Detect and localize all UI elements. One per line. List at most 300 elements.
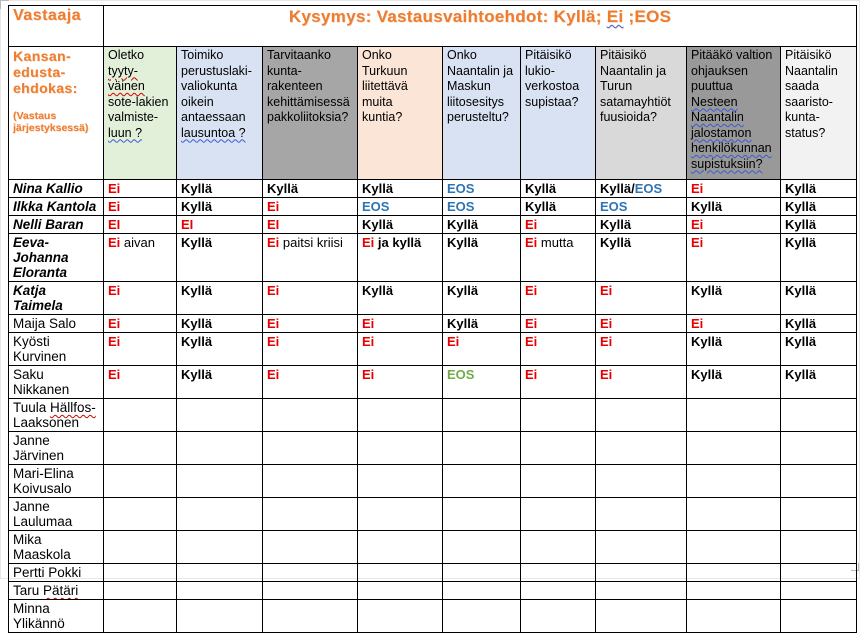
answer-cell[interactable] <box>177 582 263 600</box>
answer-cell[interactable] <box>104 432 177 465</box>
question-header-cell[interactable] <box>104 47 177 180</box>
text-segment: Kyllä <box>181 199 213 214</box>
answer-cell[interactable] <box>443 282 521 315</box>
text-segment: Kyllä <box>785 283 817 298</box>
text-segment: Eeva-Johanna <box>13 235 69 265</box>
answer-cell[interactable] <box>443 198 521 216</box>
candidate-name-cell[interactable] <box>9 498 104 531</box>
answer-cell[interactable] <box>443 399 521 432</box>
text-segment: väinen <box>108 79 145 93</box>
text-segment: Ei <box>691 316 704 331</box>
text-segment: Ei <box>267 316 280 331</box>
text-segment: status? <box>785 125 826 140</box>
answer-cell[interactable] <box>263 432 358 465</box>
answer-cell[interactable] <box>443 498 521 531</box>
answer-cell[interactable] <box>358 432 443 465</box>
text-segment: Kyllä <box>691 199 723 214</box>
answer-cell[interactable] <box>177 600 263 633</box>
answer-cell[interactable] <box>781 198 857 216</box>
answer-cell[interactable] <box>263 498 358 531</box>
text-segment: sote-lakien <box>108 94 169 109</box>
answer-cell[interactable] <box>596 600 687 633</box>
answer-cell[interactable] <box>443 465 521 498</box>
text-segment: Kyllä <box>785 217 817 232</box>
answer-cell[interactable] <box>781 465 857 498</box>
answer-cell[interactable] <box>263 234 358 282</box>
table-row <box>9 282 857 315</box>
answer-cell[interactable] <box>781 600 857 633</box>
answer-cell[interactable] <box>358 600 443 633</box>
table-row <box>9 315 857 333</box>
answer-cell[interactable] <box>177 366 263 399</box>
answer-cell[interactable] <box>781 234 857 282</box>
text-segment: oikein <box>181 94 214 109</box>
answer-cell[interactable] <box>358 216 443 234</box>
answer-cell[interactable] <box>358 366 443 399</box>
candidate-name-cell[interactable] <box>9 399 104 432</box>
answer-cell[interactable] <box>521 234 596 282</box>
answer-cell[interactable] <box>358 315 443 333</box>
candidate-name-cell[interactable] <box>9 180 104 198</box>
text-segment: muita <box>362 94 393 109</box>
answer-cell[interactable] <box>521 399 596 432</box>
answer-cell[interactable] <box>104 198 177 216</box>
text-segment: Kyllä <box>362 283 394 298</box>
candidate-name-cell[interactable] <box>9 432 104 465</box>
candidate-name-cell[interactable] <box>9 600 104 633</box>
candidate-name-cell[interactable] <box>9 582 104 600</box>
text-segment: supistaa? <box>525 94 579 109</box>
text-segment: Kyllä <box>785 199 817 214</box>
text-segment: Minna <box>13 601 50 616</box>
text-segment: saaristo- <box>785 94 833 109</box>
text-segment: Kysymys: Vastausvaihtoehdot: Kyllä; <box>288 7 607 26</box>
text-segment: Onko <box>447 48 477 62</box>
text-segment: Ei <box>267 334 280 349</box>
text-segment: Kyllä <box>600 235 632 250</box>
question-header-cell[interactable] <box>687 47 781 180</box>
candidate-name-cell[interactable] <box>9 216 104 234</box>
text-segment: ;EOS <box>623 7 672 26</box>
text-segment: Ei <box>267 199 280 214</box>
answer-cell[interactable] <box>596 216 687 234</box>
question-title <box>289 7 671 26</box>
answer-cell[interactable] <box>263 198 358 216</box>
text-segment: Ei <box>108 199 121 214</box>
answer-cell[interactable] <box>596 432 687 465</box>
text-segment: EOS <box>362 199 390 214</box>
answer-cell[interactable] <box>358 531 443 564</box>
answer-cell[interactable] <box>687 366 781 399</box>
answer-cell[interactable] <box>177 180 263 198</box>
text-segment: Ei <box>108 283 121 298</box>
answer-cell[interactable] <box>358 282 443 315</box>
text-segment: verkostoa <box>525 79 580 93</box>
answer-cell[interactable] <box>104 399 177 432</box>
answer-cell[interactable] <box>521 333 596 366</box>
answer-cell[interactable] <box>263 282 358 315</box>
text-segment: Janne <box>13 499 50 514</box>
answer-cell[interactable] <box>358 180 443 198</box>
answer-cell[interactable] <box>177 498 263 531</box>
text-segment: Ei <box>691 217 704 232</box>
answer-cell[interactable] <box>263 600 358 633</box>
text-segment: Ei <box>600 316 613 331</box>
text-segment: EOS <box>634 181 663 196</box>
answer-cell[interactable] <box>687 282 781 315</box>
answer-cell[interactable] <box>443 600 521 633</box>
text-segment: Kyllä <box>362 181 394 196</box>
answer-cell[interactable] <box>596 315 687 333</box>
answer-cell[interactable] <box>596 180 687 198</box>
text-segment: Taru <box>13 583 44 598</box>
answer-cell[interactable] <box>263 216 358 234</box>
answer-cell[interactable] <box>443 315 521 333</box>
answer-cell[interactable] <box>521 498 596 531</box>
answer-cell[interactable] <box>521 180 596 198</box>
answer-cell[interactable] <box>781 366 857 399</box>
text-segment: Kyllä <box>181 367 213 382</box>
answer-cell[interactable] <box>104 282 177 315</box>
text-segment: Kurvinen <box>13 349 67 364</box>
candidate-name-cell[interactable] <box>9 333 104 366</box>
question-header-cell[interactable] <box>177 47 263 180</box>
text-segment: Kyllä <box>691 334 723 349</box>
text-segment: kuntia? <box>362 110 403 124</box>
answer-cell[interactable] <box>263 315 358 333</box>
candidate-name-cell[interactable] <box>9 315 104 333</box>
respondent-header-cell[interactable] <box>9 6 104 47</box>
text-segment: Saku Nikkanen <box>13 367 70 397</box>
text-segment: kunta- <box>267 63 302 78</box>
table-row <box>9 498 857 531</box>
answer-cell[interactable] <box>596 333 687 366</box>
text-segment: Laaksonen <box>13 415 80 430</box>
answer-cell[interactable] <box>104 465 177 498</box>
text-segment: Tarvitaanko <box>267 48 331 62</box>
text-segment: Ei <box>362 367 375 382</box>
text-segment: EI <box>108 217 121 232</box>
text-segment: Kyllä <box>181 181 213 196</box>
answer-cell[interactable] <box>596 399 687 432</box>
text-segment: Ei <box>600 334 613 349</box>
table-row <box>9 531 857 564</box>
answer-cell[interactable] <box>596 465 687 498</box>
answer-cell[interactable] <box>104 366 177 399</box>
question-header-cell[interactable] <box>521 47 596 180</box>
answer-cell[interactable] <box>781 180 857 198</box>
table-row <box>9 180 857 198</box>
text-segment: henkilökunnan <box>691 141 772 155</box>
text-segment: Kyösti <box>13 334 50 349</box>
text-segment: saada <box>785 79 820 93</box>
text-segment: Kyllä <box>785 334 817 349</box>
text-segment: Eloranta <box>13 265 68 280</box>
answer-cell[interactable] <box>443 180 521 198</box>
text-segment: Kyllä <box>181 316 213 331</box>
text-segment: Kyllä <box>785 181 817 196</box>
answer-cell[interactable] <box>177 432 263 465</box>
text-segment: Nesteen <box>691 94 738 109</box>
text-segment: Ei <box>525 367 538 382</box>
answer-cell[interactable] <box>177 282 263 315</box>
question-header-cell[interactable] <box>443 47 521 180</box>
text-segment: Hällfos- <box>50 400 96 415</box>
answer-cell[interactable] <box>263 465 358 498</box>
answer-cell[interactable] <box>687 198 781 216</box>
text-segment: Kyllä <box>181 283 213 298</box>
candidate-name-cell[interactable] <box>9 234 104 282</box>
answer-cell[interactable] <box>781 282 857 315</box>
table-row <box>9 432 857 465</box>
answer-cell[interactable] <box>687 600 781 633</box>
answer-cell[interactable] <box>521 366 596 399</box>
text-segment: kehittämisessä <box>267 94 350 109</box>
answer-cell[interactable] <box>443 432 521 465</box>
text-segment: liitosesitys <box>447 94 504 109</box>
question-header-cell[interactable] <box>358 47 443 180</box>
text-segment: Ei <box>108 334 121 349</box>
answer-cell[interactable] <box>177 531 263 564</box>
answer-cell[interactable] <box>596 366 687 399</box>
answer-cell[interactable] <box>521 282 596 315</box>
answer-cell[interactable] <box>521 465 596 498</box>
answer-cell[interactable] <box>177 315 263 333</box>
text-segment: Ei <box>691 181 704 196</box>
answer-cell[interactable] <box>104 531 177 564</box>
text-segment: ohjauksen <box>691 63 748 78</box>
text-segment: valiokunta <box>181 79 238 93</box>
text-segment: Ei <box>600 367 613 382</box>
answer-cell[interactable] <box>177 399 263 432</box>
text-segment: Maaskola <box>13 547 71 562</box>
table-row <box>9 216 857 234</box>
table-row <box>9 333 857 366</box>
answer-cell[interactable] <box>521 531 596 564</box>
text-segment: Laulumaa <box>13 514 73 529</box>
answer-cell[interactable] <box>781 399 857 432</box>
answer-cell[interactable] <box>781 498 857 531</box>
table-row <box>9 582 857 600</box>
text-segment: valmiste- <box>108 110 159 124</box>
answer-cell[interactable] <box>177 333 263 366</box>
answer-cell[interactable] <box>781 216 857 234</box>
answer-cell[interactable] <box>263 582 358 600</box>
text-segment: Pertti Pokki <box>13 565 82 580</box>
text-segment: Kyllä <box>691 367 723 382</box>
answer-cell[interactable] <box>104 498 177 531</box>
table-row <box>9 198 857 216</box>
answer-cell[interactable] <box>596 582 687 600</box>
candidate-name-cell[interactable] <box>9 366 104 399</box>
row-header-cell[interactable] <box>9 47 104 180</box>
text-segment: Ei <box>525 283 538 298</box>
row-header-title: Kansan- edusta- ehdokas: <box>13 48 78 96</box>
answer-cell[interactable] <box>687 432 781 465</box>
respondent-label: Vastaaja <box>13 7 82 24</box>
answer-cell[interactable] <box>687 180 781 198</box>
answer-cell[interactable] <box>521 600 596 633</box>
answer-cell[interactable] <box>596 282 687 315</box>
answer-cell[interactable] <box>177 216 263 234</box>
answer-cell[interactable] <box>358 333 443 366</box>
answer-cell[interactable] <box>358 198 443 216</box>
text-segment: Toimiko <box>181 48 224 62</box>
text-segment: Naantalin ja <box>447 63 514 78</box>
answer-cell[interactable] <box>104 315 177 333</box>
text-segment: puuttua <box>691 79 733 93</box>
answer-cell[interactable] <box>263 333 358 366</box>
candidate-name-cell[interactable] <box>9 198 104 216</box>
answer-cell[interactable] <box>687 582 781 600</box>
text-segment: Ei <box>525 316 538 331</box>
text-segment: Ei <box>525 217 538 232</box>
text-segment: EI <box>267 217 280 232</box>
answer-cell[interactable] <box>263 180 358 198</box>
answer-cell[interactable] <box>596 198 687 216</box>
answer-cell[interactable] <box>781 582 857 600</box>
answer-cell[interactable] <box>781 531 857 564</box>
text-segment: Maskun <box>447 79 491 93</box>
text-segment: satamayhtiöt <box>600 94 671 109</box>
text-segment: Kyllä <box>785 235 817 250</box>
text-segment: Ei <box>362 316 375 331</box>
text-segment: Maija Salo <box>13 316 77 331</box>
text-segment: Kyllä <box>525 181 557 196</box>
answer-cell[interactable] <box>177 198 263 216</box>
text-segment: Katja Taimela <box>13 283 63 313</box>
text-segment: Ei <box>108 235 121 250</box>
candidate-name-cell[interactable] <box>9 465 104 498</box>
answer-cell[interactable] <box>104 600 177 633</box>
text-segment: Kyllä <box>691 283 723 298</box>
text-segment: Ilkka Kantola <box>13 199 97 214</box>
text-segment: EOS <box>447 367 475 382</box>
text-segment: Ei <box>447 334 460 349</box>
text-segment: Pätäri <box>43 583 79 598</box>
answer-cell[interactable] <box>104 216 177 234</box>
text-segment: Janne Järvinen <box>13 433 65 463</box>
text-segment: Ei <box>525 235 538 250</box>
text-segment: lausuntoa ? <box>181 125 246 140</box>
answer-cell[interactable] <box>443 234 521 282</box>
text-segment: Pitääkö valtion <box>691 48 773 62</box>
answer-cell[interactable] <box>687 234 781 282</box>
answer-cell[interactable] <box>443 582 521 600</box>
answer-cell[interactable] <box>521 582 596 600</box>
question-header-cell[interactable] <box>781 47 857 180</box>
answer-cell[interactable] <box>781 315 857 333</box>
text-segment: Nelli Baran <box>13 217 84 232</box>
answer-cell[interactable] <box>263 531 358 564</box>
text-segment: fuusioida? <box>600 110 657 124</box>
text-segment: Pitäisikö <box>525 48 572 62</box>
text-segment: Onko <box>362 48 392 62</box>
answer-cell[interactable] <box>596 498 687 531</box>
text-segment: mutta <box>537 235 574 250</box>
text-segment: Naantalin <box>785 63 838 78</box>
answer-cell[interactable] <box>358 234 443 282</box>
answer-cell[interactable] <box>521 216 596 234</box>
text-segment: Oletko <box>108 48 145 62</box>
answer-cell[interactable] <box>687 399 781 432</box>
answer-cell[interactable] <box>687 333 781 366</box>
answer-cell[interactable] <box>521 315 596 333</box>
answer-cell[interactable] <box>443 216 521 234</box>
text-segment: Kyllä <box>181 334 213 349</box>
question-header-cell[interactable] <box>596 47 687 180</box>
answer-cell[interactable] <box>596 234 687 282</box>
answer-cell[interactable] <box>687 498 781 531</box>
answer-cell[interactable] <box>177 234 263 282</box>
text-segment: Turkuun <box>362 63 408 78</box>
answer-cell[interactable] <box>358 465 443 498</box>
text-segment: Ei <box>108 367 121 382</box>
text-segment: Ei <box>691 235 704 250</box>
text-segment: Kyllä <box>447 217 479 232</box>
text-segment: Mari-Elina <box>13 466 74 481</box>
answer-cell[interactable] <box>177 465 263 498</box>
text-segment: rakenteen <box>267 79 323 93</box>
answer-cell[interactable] <box>263 366 358 399</box>
answer-cell[interactable] <box>521 198 596 216</box>
answer-cell[interactable] <box>781 333 857 366</box>
question-title-cell[interactable] <box>104 6 857 47</box>
candidate-name-cell[interactable] <box>9 282 104 315</box>
answer-cell[interactable] <box>263 399 358 432</box>
text-segment: Ei <box>267 283 280 298</box>
text-segment: Naantalin ja <box>600 63 667 78</box>
text-segment: perustuslaki- <box>181 63 252 78</box>
answer-cell[interactable] <box>596 531 687 564</box>
text-segment: Kyllä <box>525 199 557 214</box>
text-segment: Ei <box>362 235 375 250</box>
row-header-subtitle: (Vastaus järjestyksessä) <box>13 110 89 134</box>
answer-cell[interactable] <box>781 432 857 465</box>
text-segment: Kyllä <box>447 283 479 298</box>
answer-cell[interactable] <box>687 465 781 498</box>
text-segment: Tuula <box>13 400 51 415</box>
answer-cell[interactable] <box>104 333 177 366</box>
answer-cell[interactable] <box>443 333 521 366</box>
text-segment: Koivusalo <box>13 481 72 496</box>
text-segment: supistuksiin? <box>691 156 763 171</box>
question-header-cell[interactable] <box>263 47 358 180</box>
text-segment: liitettävä <box>362 79 408 93</box>
answer-cell[interactable] <box>521 432 596 465</box>
answer-cell[interactable] <box>104 234 177 282</box>
answer-cell[interactable] <box>358 399 443 432</box>
text-segment: luun ? <box>108 125 143 140</box>
answer-cell[interactable] <box>443 366 521 399</box>
text-segment: pakkoliitoksia? <box>267 110 349 124</box>
answer-cell[interactable] <box>687 216 781 234</box>
table-row <box>9 399 857 432</box>
text-segment: Ei <box>108 181 121 196</box>
answer-cell[interactable] <box>443 531 521 564</box>
text-segment: Kyllä/ <box>600 181 635 196</box>
answer-cell[interactable] <box>687 531 781 564</box>
answer-cell[interactable] <box>104 582 177 600</box>
answer-cell[interactable] <box>358 582 443 600</box>
candidate-name-cell[interactable] <box>9 531 104 564</box>
table-row <box>9 366 857 399</box>
text-segment: lukio- <box>525 63 555 78</box>
text-segment: kunta- <box>785 110 820 124</box>
answer-cell[interactable] <box>687 315 781 333</box>
answer-cell[interactable] <box>358 498 443 531</box>
answer-cell[interactable] <box>104 180 177 198</box>
